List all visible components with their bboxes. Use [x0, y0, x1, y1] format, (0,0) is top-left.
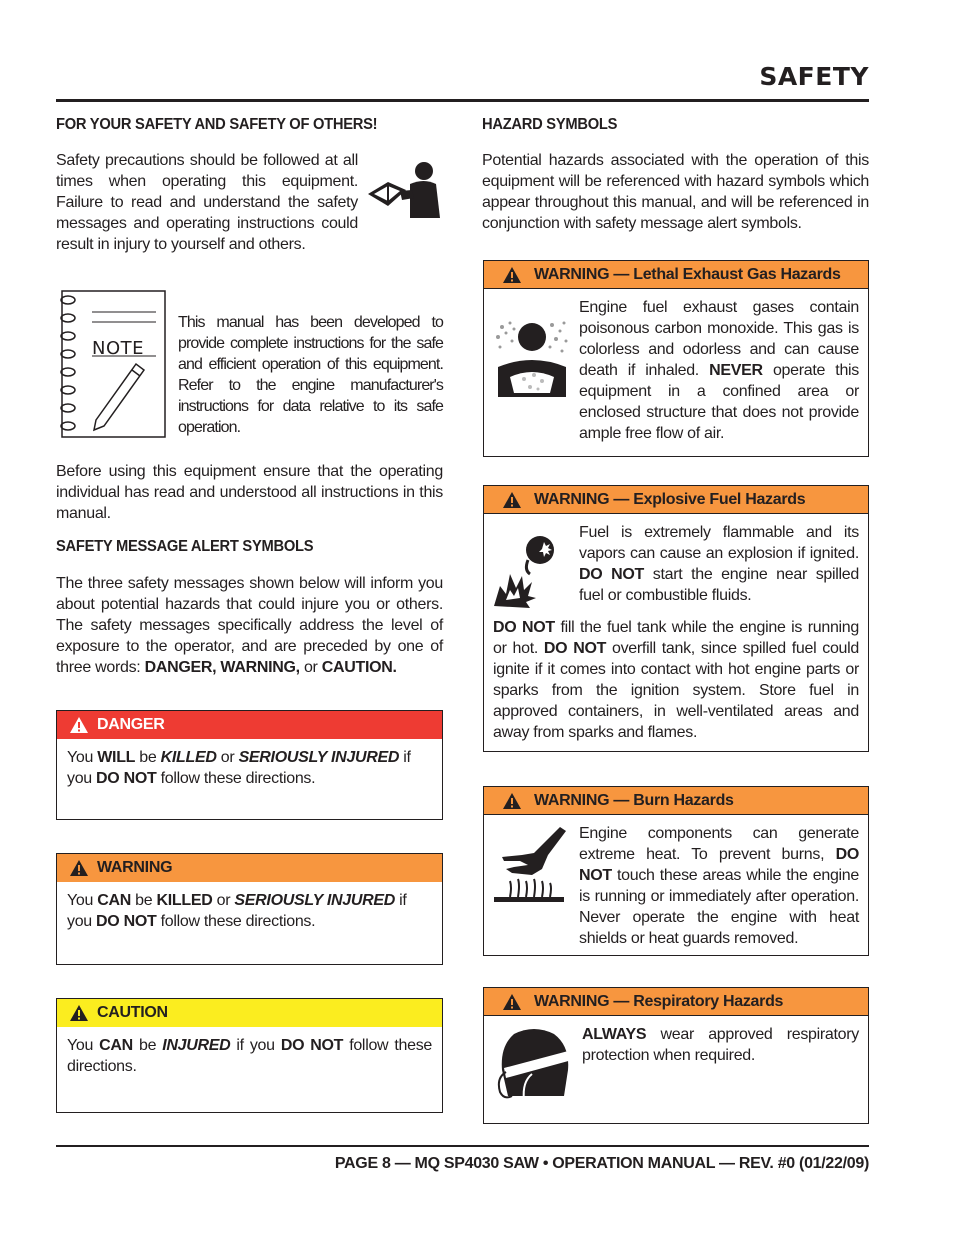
warning-triangle-icon: [69, 859, 89, 877]
exhaust-hazard-box: [483, 260, 869, 457]
page-header: [56, 62, 869, 102]
respiratory-hazard-text: ALWAYS wear approved respiratory protection when required.: [582, 1026, 859, 1064]
caution-header: [57, 999, 442, 1027]
caution-label: CAUTION: [97, 1004, 168, 1021]
alert-caution: CAUTION.: [321, 659, 397, 676]
danger-text: You WILL be KILLED or SERIOUSLY INJURED if you DO NOT follow these directions.: [67, 749, 411, 787]
alert-or: or: [299, 659, 322, 676]
intro-paragraph: Safety precautions should be followed at all times when operating this equipment. Failure to read and understand the safety messages and operating instructions could result in injury to yourself and others.: [56, 152, 358, 253]
footer-rule: [56, 1145, 869, 1147]
respiratory-hazard-header: [484, 988, 868, 1016]
page-footer: PAGE 8 — MQ SP4030 SAW • OPERATION MANUAL — REV. #0 (01/22/09): [334, 1155, 869, 1172]
section-heading-hazard-symbols: HAZARD SYMBOLS: [482, 116, 618, 133]
caution-box: [56, 998, 443, 1113]
warning-box: [56, 853, 443, 965]
fuel-hazard-text-2: DO NOT fill the fuel tank while the engine is running or hot. DO NOT overfill tank, since spilled fuel could ignite if it comes into contact with hot engine parts or sparks from the ignition system. Store fuel in approved containers, in well-ventilated areas and away from sparks and flames.: [493, 619, 860, 741]
fuel-hazard-text-1: Fuel is extremely flammable and its vapors can cause an explosion if ignited. DO NOT start the engine near spilled fuel or combustible fluids.: [579, 524, 859, 604]
respirator-mask-icon: [494, 1026, 574, 1106]
note-notepad-icon: [56, 290, 166, 438]
hazard-intro-paragraph: Potential hazards associated with the operation of this equipment will be referenced with hazard symbols which appear throughout this manual, and will be referenced in conjunction with safety message alert symbols.: [482, 152, 869, 232]
caution-text: You CAN be INJURED if you DO NOT follow these directions.: [67, 1037, 432, 1075]
page-title: SAFETY: [759, 62, 869, 91]
fuel-hazard-header: [484, 486, 868, 514]
warning-header: [57, 854, 442, 882]
burn-hazard-text: Engine components can generate extreme heat. To prevent burns, DO NOT touch these areas while the engine is running or immediately after operation. Never operate the engine with heat shields or heat guards removed.: [579, 825, 859, 947]
fuel-hazard-box: [483, 485, 869, 752]
warning-label: WARNING: [97, 859, 173, 876]
warning-triangle-icon: [502, 491, 522, 509]
danger-label: DANGER: [97, 716, 165, 733]
exhaust-gas-icon: [492, 317, 572, 397]
explosion-icon: [492, 530, 572, 610]
note-paragraph: This manual has been developed to provide complete instructions for the safe and efficient operation of this equipment. Refer to the engine manufacturer's instructions for data relative to its safe operation.: [178, 314, 443, 436]
before-use-paragraph: Before using this equipment ensure that the operating individual has read and understood all instructions in this manual.: [56, 463, 443, 522]
warning-triangle-icon: [502, 993, 522, 1011]
warning-triangle-icon: [69, 716, 89, 734]
burn-hazard-header: [484, 787, 868, 815]
exhaust-hazard-text: Engine fuel exhaust gases contain poisonous carbon monoxide. This gas is colorless and odorless and can cause death if inhaled. NEVER operate this equipment in a confined area or enclosed structure that does not provide ample free flow of air.: [579, 299, 860, 442]
exhaust-hazard-title: WARNING — Lethal Exhaust Gas Hazards: [534, 265, 841, 283]
respiratory-hazard-box: [483, 987, 869, 1124]
danger-box: [56, 710, 443, 820]
burn-hazard-box: [483, 786, 869, 956]
alert-text: The three safety messages shown below will inform you about potential hazards that could injure you or others. The safety messages specifically address the level of exposure to the operator, and are preceded by one of three words:: [56, 575, 443, 676]
warning-triangle-icon: [69, 1004, 89, 1022]
danger-header: [57, 711, 442, 739]
section-heading-alert-symbols: SAFETY MESSAGE ALERT SYMBOLS: [56, 538, 314, 555]
alert-words: DANGER, WARNING,: [144, 659, 300, 676]
exhaust-hazard-header: [484, 261, 868, 289]
burn-hazard-title: WARNING — Burn Hazards: [534, 791, 734, 809]
note-label: NOTE: [92, 338, 145, 359]
alert-symbols-paragraph: [56, 573, 443, 678]
hot-surface-hand-icon: [492, 825, 572, 905]
section-heading-safety: FOR YOUR SAFETY AND SAFETY OF OTHERS!: [56, 116, 378, 133]
fuel-hazard-title: WARNING — Explosive Fuel Hazards: [534, 490, 806, 508]
read-manual-icon: [366, 160, 444, 220]
warning-text: You CAN be KILLED or SERIOUSLY INJURED if you DO NOT follow these directions.: [67, 892, 407, 930]
respiratory-hazard-title: WARNING — Respiratory Hazards: [534, 992, 784, 1010]
warning-triangle-icon: [502, 792, 522, 810]
warning-triangle-icon: [502, 266, 522, 284]
